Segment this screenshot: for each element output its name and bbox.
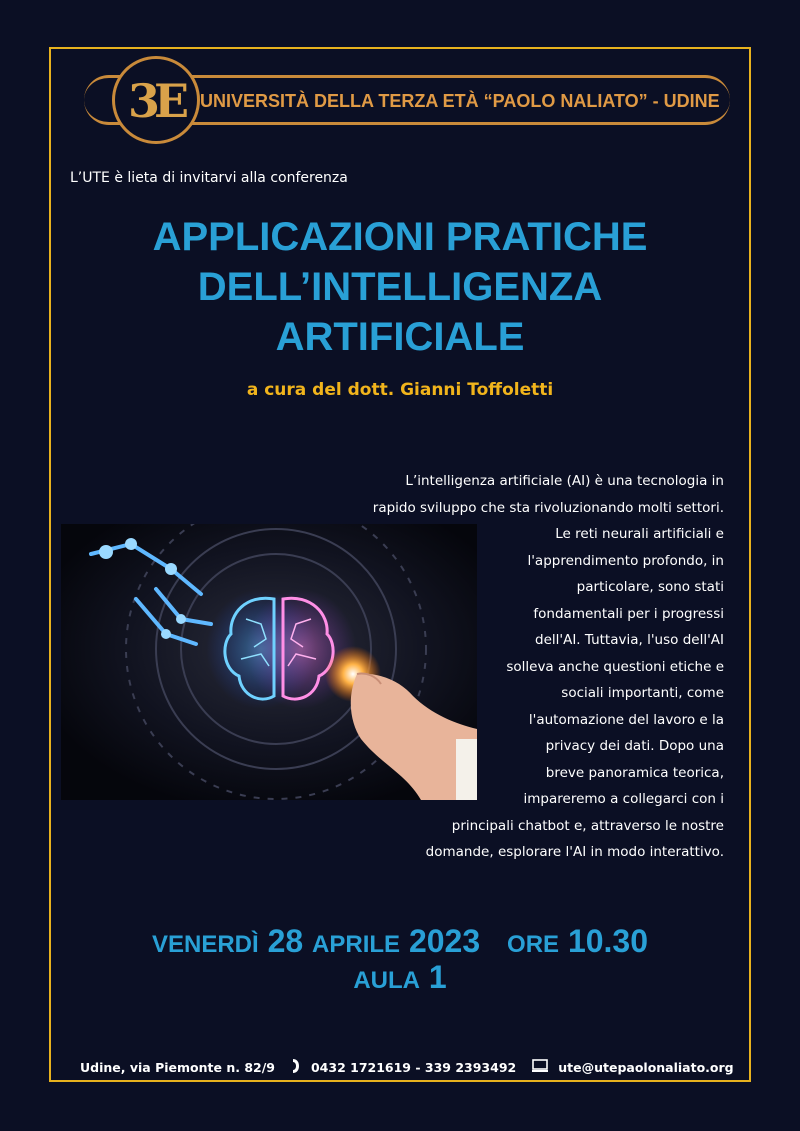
event-room: [60, 958, 740, 1000]
description-line: breve panoramica teorica,: [545, 764, 724, 781]
computer-icon: [532, 1059, 548, 1076]
ute-logo: 3E: [128, 74, 184, 128]
description-line: impareremo a collegarci con i: [523, 791, 724, 807]
description-line: L’intelligenza artificiale (AI) è una tecnologia in: [405, 473, 724, 489]
description-line: sociali importanti, come: [561, 685, 724, 701]
phone-icon: [291, 1058, 301, 1077]
title-line: DELL’INTELLIGENZA: [197, 265, 603, 309]
description-line: domande, esplorare l'AI in modo interattivo.: [425, 844, 724, 860]
description-line: principali chatbot e, attraverso le nostre: [451, 817, 724, 834]
description-line: Le reti neurali artificiali e: [555, 526, 724, 542]
university-name: UNIVERSITÀ DELLA TERZA ETÀ “PAOLO NALIATO” - UDINE: [200, 91, 720, 111]
description-line: dell'AI. Tuttavia, l'uso dell'AI: [535, 632, 724, 648]
room-number: 1: [428, 959, 447, 995]
description-line: fondamentali per i progressi: [533, 605, 724, 622]
event-month: APRILE: [312, 931, 401, 958]
description-line: solleva anche questioni etiche e: [506, 658, 724, 675]
contact-footer: [80, 1058, 740, 1077]
email-link[interactable]: ute@utepaolonaliato.org: [558, 1060, 734, 1075]
title-line: ARTIFICIALE: [275, 315, 525, 359]
description-line: privacy dei dati. Dopo una: [545, 738, 724, 754]
conference-title: [60, 212, 740, 362]
event-time: 10.30: [567, 923, 649, 959]
event-weekday: VENERDÌ: [151, 931, 259, 958]
description-line: rapido sviluppo che sta rivoluzionando molti settori.: [372, 499, 724, 516]
description-line: l'apprendimento profondo, in: [527, 552, 724, 569]
description: [300, 468, 724, 866]
invite-line: L’UTE è lieta di invitarvi alla conferenza: [70, 170, 348, 186]
room-label: AULA: [353, 967, 420, 994]
phone-numbers: 0432 1721619 - 339 2393492: [310, 1060, 517, 1075]
event-year: 2023: [408, 923, 481, 959]
speaker: a cura del dott. Gianni Toffoletti: [246, 380, 554, 400]
title-line: APPLICAZIONI PRATICHE: [152, 215, 648, 259]
address: Udine, via Piemonte n. 82/9: [80, 1060, 275, 1075]
event-day: 28: [267, 923, 304, 959]
description-line: l'automazione del lavoro e la: [528, 711, 724, 728]
event-time-label: ORE: [507, 931, 560, 958]
description-line: particolare, sono stati: [576, 579, 724, 595]
